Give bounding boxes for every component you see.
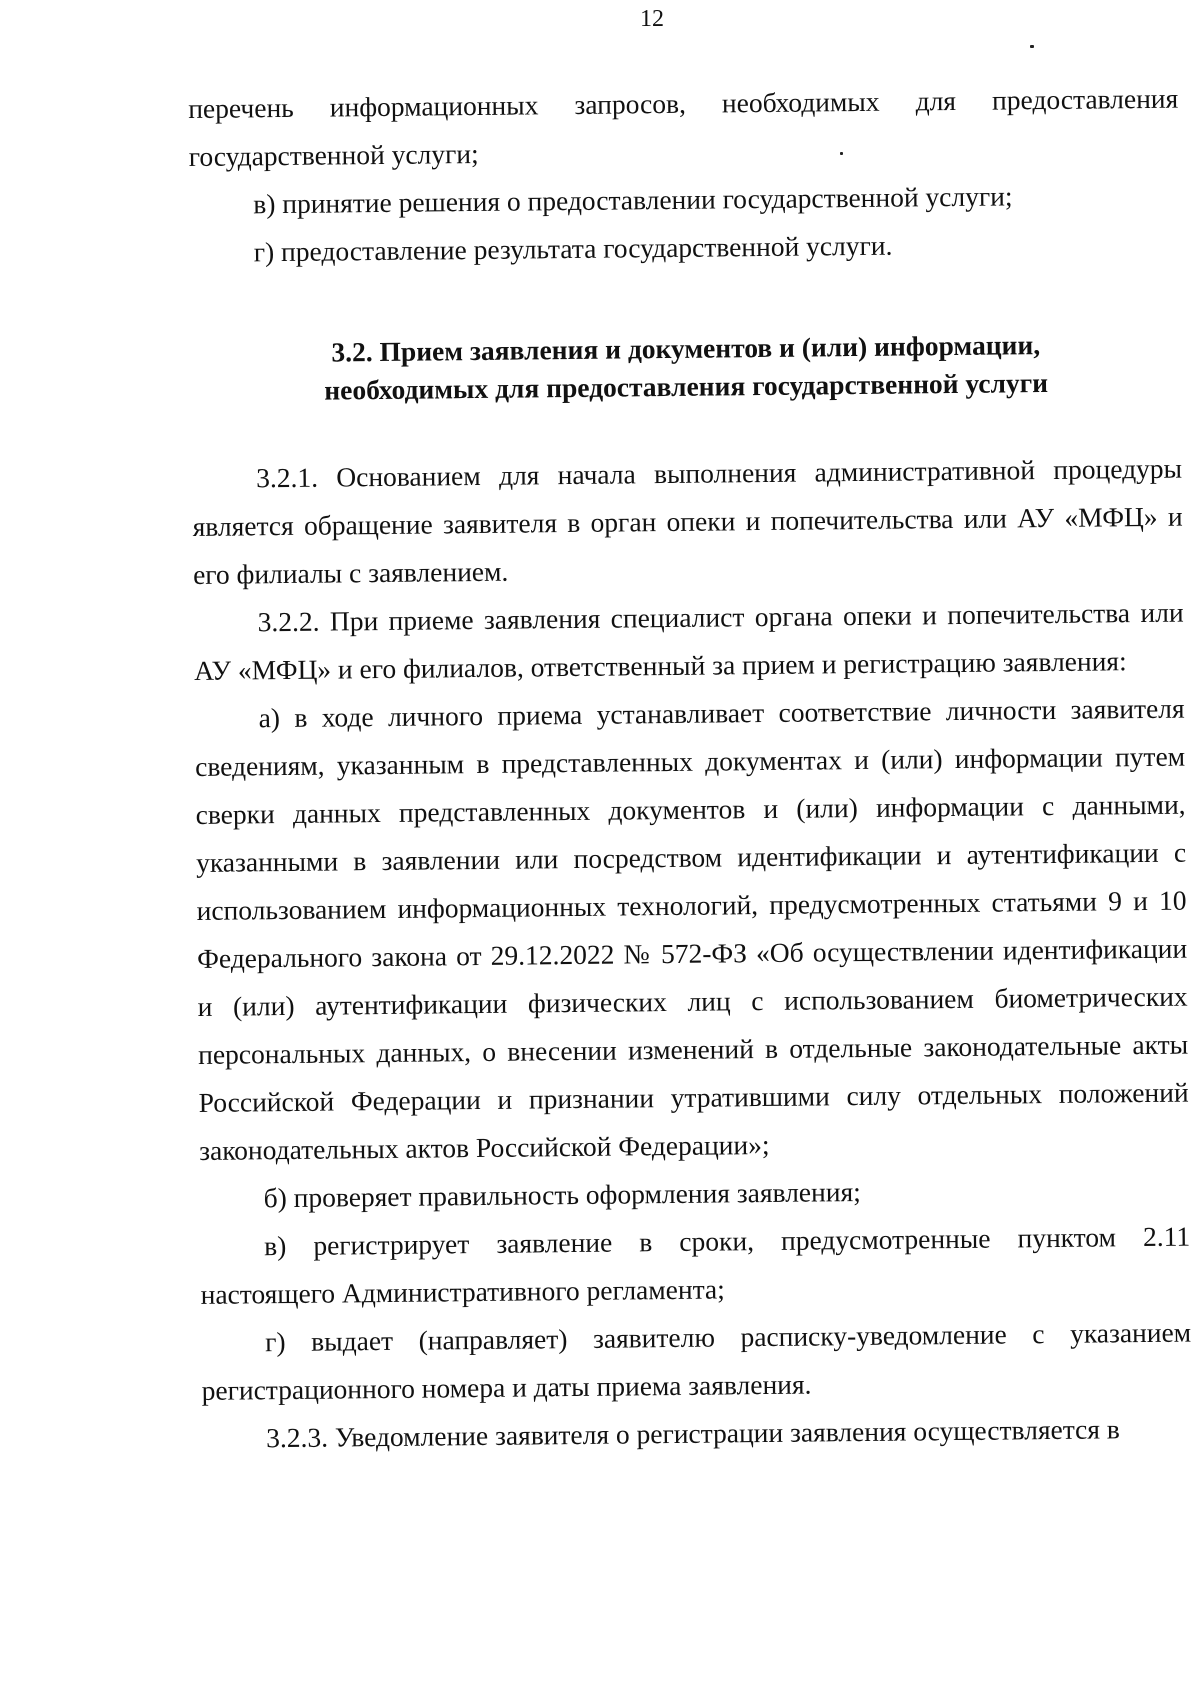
paragraph-item-v: в) регистрирует заявление в сроки, предусмотренные пунктом 2.11 настоящего Административного регламента; [200,1220,1191,1310]
intro-item-g: г) предоставление результата государственной услуги. [253,229,893,268]
paragraph-3-2-1: 3.2.1. Основанием для начала выполнения административной процедуры является обращение заявителя в орган опеки и попечительства или АУ «МФЦ» и его филиалы с заявлением. [192,452,1183,590]
intro-line-1: перечень информационных запросов, необходимых для предоставления [188,82,1179,124]
document-body [188,75,1192,1463]
section-title-line-2: необходимых для предоставления государственной услуги [324,367,1049,406]
paragraph-3-2-2: 3.2.2. При приеме заявления специалист органа опеки и попечительства или АУ «МФЦ» и его филиалов, ответственный за прием и регистрацию заявления: [193,596,1184,686]
intro-item-v: в) принятие решения о предоставлении государственной услуги; [253,180,1013,220]
intro-line-2: государственной услуги; [188,137,479,172]
paragraph-3-2-3: 3.2.3. Уведомление заявителя о регистрации заявления осуществляется в [266,1413,1120,1454]
paragraph-item-g: г) выдает (направляет) заявителю расписку-уведомление с указанием регистрационного номера и даты приема заявления. [201,1316,1192,1406]
paragraph-item-b: б) проверяет правильность оформления заявления; [263,1176,861,1214]
paragraph-item-a: а) в ходе личного приема устанавливает соответствие личности заявителя сведениям, указанным в представленных документах и (или) информации путем сверки данных представленных документов и (или) информации с данными, указанными в заявлении или посредством идентификации и аутентификации с использованием информационных технологий, предусмотренных статьями 9 и 10 Федерального закона от 29.12.2022 № 572-ФЗ «Об осуществлении идентификации и (или) аутентификации физических лиц с использованием биометрических персональных данных, о внесении изменений в отдельные законодательные акты Российской Федерации и признании утратившими силу отдельных положений законодательных актов Российской Федерации»; [194,692,1189,1166]
scan-speck [1030,45,1034,48]
page-number: 12 [640,6,664,32]
section-title-line-1: 3.2. Прием заявления и документов и (или) информации, [331,329,1041,368]
